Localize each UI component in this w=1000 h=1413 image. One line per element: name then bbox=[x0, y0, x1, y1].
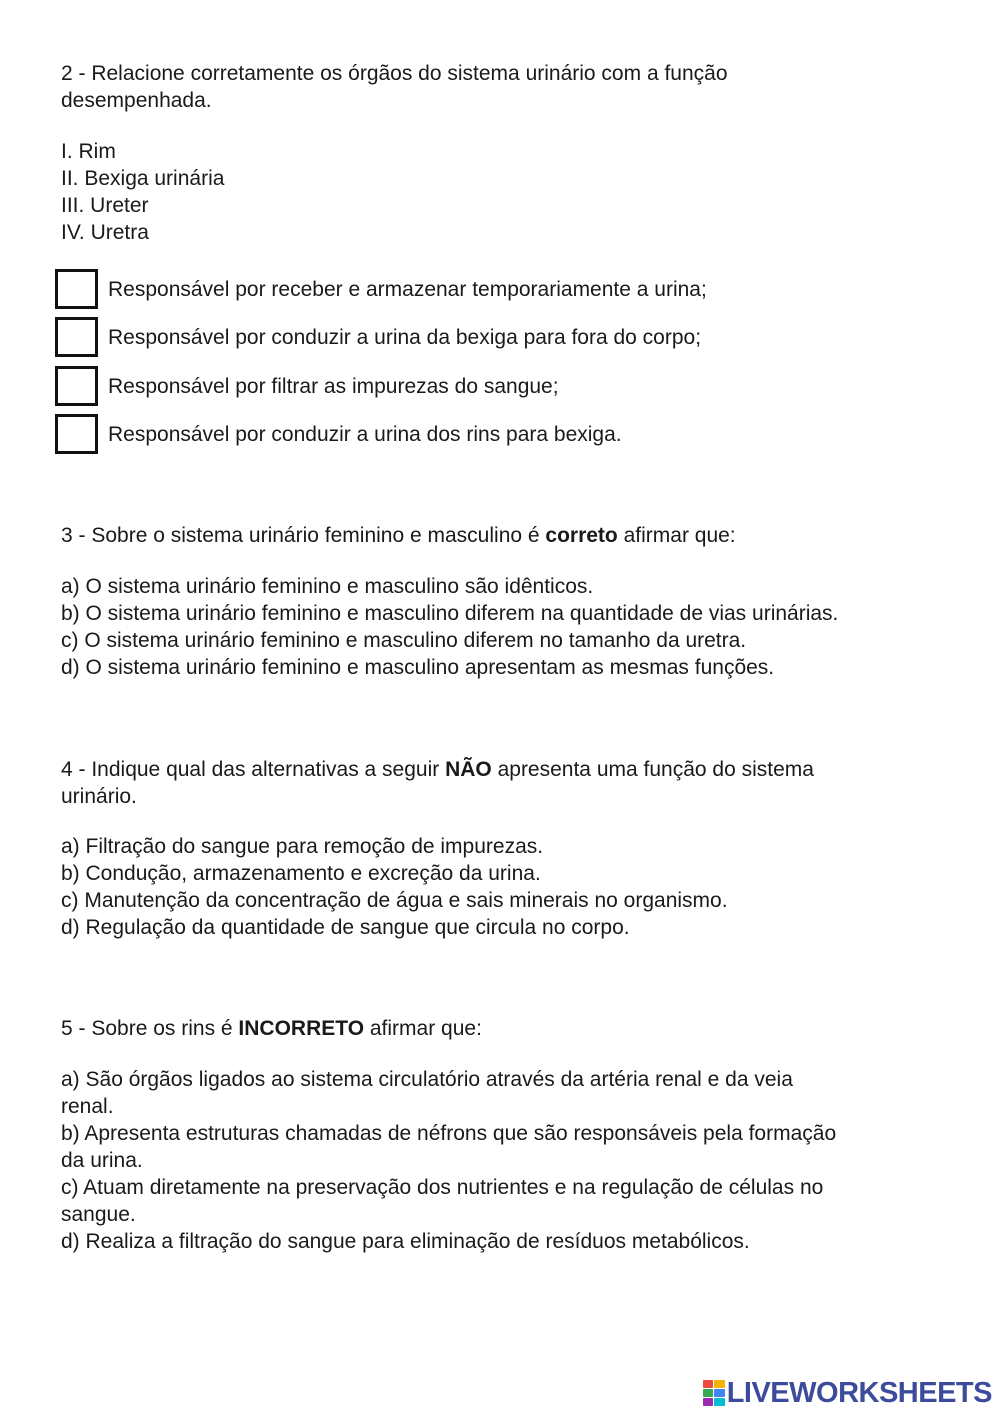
option-d: d) Regulação da quantidade de sangue que circula no corpo. bbox=[61, 916, 630, 939]
question-3-title-post: afirmar que: bbox=[617, 524, 736, 547]
question-4-options bbox=[61, 833, 941, 941]
question-5-title-bold: INCORRETO bbox=[238, 1017, 365, 1040]
question-2 bbox=[61, 60, 941, 114]
question-3-title-pre: 3 - Sobre o sistema urinário feminino e masculino é bbox=[61, 524, 546, 547]
question-4-title-pre: 4 - Indique qual das alternativas a seguir bbox=[61, 758, 446, 781]
match-row bbox=[55, 316, 701, 358]
option-a-line1: a) São órgãos ligados ao sistema circulatório através da artéria renal e da veia bbox=[61, 1068, 793, 1091]
option-a: a) O sistema urinário feminino e masculino são idênticos. bbox=[61, 575, 594, 598]
question-3-options bbox=[61, 573, 941, 681]
question-5 bbox=[61, 1015, 941, 1042]
organ-item: II. Bexiga urinária bbox=[61, 167, 225, 190]
question-2-title-line1: 2 - Relacione corretamente os órgãos do sistema urinário com a função bbox=[61, 62, 728, 85]
option-a: a) Filtração do sangue para remoção de impurezas. bbox=[61, 835, 544, 858]
question-5-title-pre: 5 - Sobre os rins é bbox=[61, 1017, 239, 1040]
match-statement: Responsável por conduzir a urina da bexiga para fora do corpo; bbox=[108, 325, 702, 349]
organ-item: IV. Uretra bbox=[61, 221, 149, 244]
option-d-line1: d) Realiza a filtração do sangue para eliminação de resíduos metabólicos. bbox=[61, 1230, 750, 1253]
option-c: c) Manutenção da concentração de água e sais minerais no organismo. bbox=[61, 889, 728, 912]
question-5-title bbox=[61, 1015, 941, 1042]
match-statement: Responsável por receber e armazenar temporariamente a urina; bbox=[108, 277, 707, 301]
question-4-title-bold: NÃO bbox=[445, 758, 492, 781]
answer-box-1[interactable] bbox=[55, 269, 98, 309]
match-statement: Responsável por filtrar as impurezas do sangue; bbox=[108, 374, 559, 398]
brand-name: LIVEWORKSHEETS bbox=[726, 1376, 992, 1409]
option-c: c) O sistema urinário feminino e masculino diferem no tamanho da uretra. bbox=[61, 629, 747, 652]
option-d: d) O sistema urinário feminino e masculino apresentam as mesmas funções. bbox=[61, 656, 775, 679]
liveworksheets-logo-icon bbox=[703, 1380, 725, 1406]
option-b-line2: da urina. bbox=[61, 1149, 143, 1172]
organ-item: I. Rim bbox=[61, 140, 116, 163]
option-b: b) Condução, armazenamento e excreção da urina. bbox=[61, 862, 541, 885]
organ-list bbox=[61, 138, 941, 246]
answer-box-4[interactable] bbox=[55, 414, 98, 454]
answer-box-2[interactable] bbox=[55, 317, 98, 357]
question-5-title-post: afirmar que: bbox=[364, 1017, 482, 1040]
option-c-line2: sangue. bbox=[61, 1203, 136, 1226]
question-4-title-line1 bbox=[61, 756, 941, 783]
answer-box-3[interactable] bbox=[55, 366, 98, 406]
question-3-title-bold: correto bbox=[545, 524, 618, 547]
option-b-line1: b) Apresenta estruturas chamadas de néfrons que são responsáveis pela formação bbox=[61, 1122, 837, 1145]
question-2-title-line2: desempenhada. bbox=[61, 89, 212, 112]
question-4 bbox=[61, 756, 941, 810]
match-statement: Responsável por conduzir a urina dos rins para bexiga. bbox=[108, 422, 622, 446]
option-c-line1: c) Atuam diretamente na preservação dos nutrientes e na regulação de células no bbox=[61, 1176, 824, 1199]
question-5-options bbox=[61, 1066, 941, 1255]
option-b: b) O sistema urinário feminino e masculino diferem na quantidade de vias urinárias. bbox=[61, 602, 839, 625]
question-4-title-line2: urinário. bbox=[61, 785, 137, 808]
liveworksheets-brand bbox=[703, 1376, 992, 1410]
match-row bbox=[55, 413, 622, 455]
organ-item: III. Ureter bbox=[61, 194, 149, 217]
question-4-title-post: apresenta uma função do sistema bbox=[491, 758, 814, 781]
question-3 bbox=[61, 522, 941, 549]
option-a-line2: renal. bbox=[61, 1095, 114, 1118]
match-row bbox=[55, 268, 707, 310]
match-row bbox=[55, 365, 559, 407]
question-3-title bbox=[61, 522, 941, 549]
